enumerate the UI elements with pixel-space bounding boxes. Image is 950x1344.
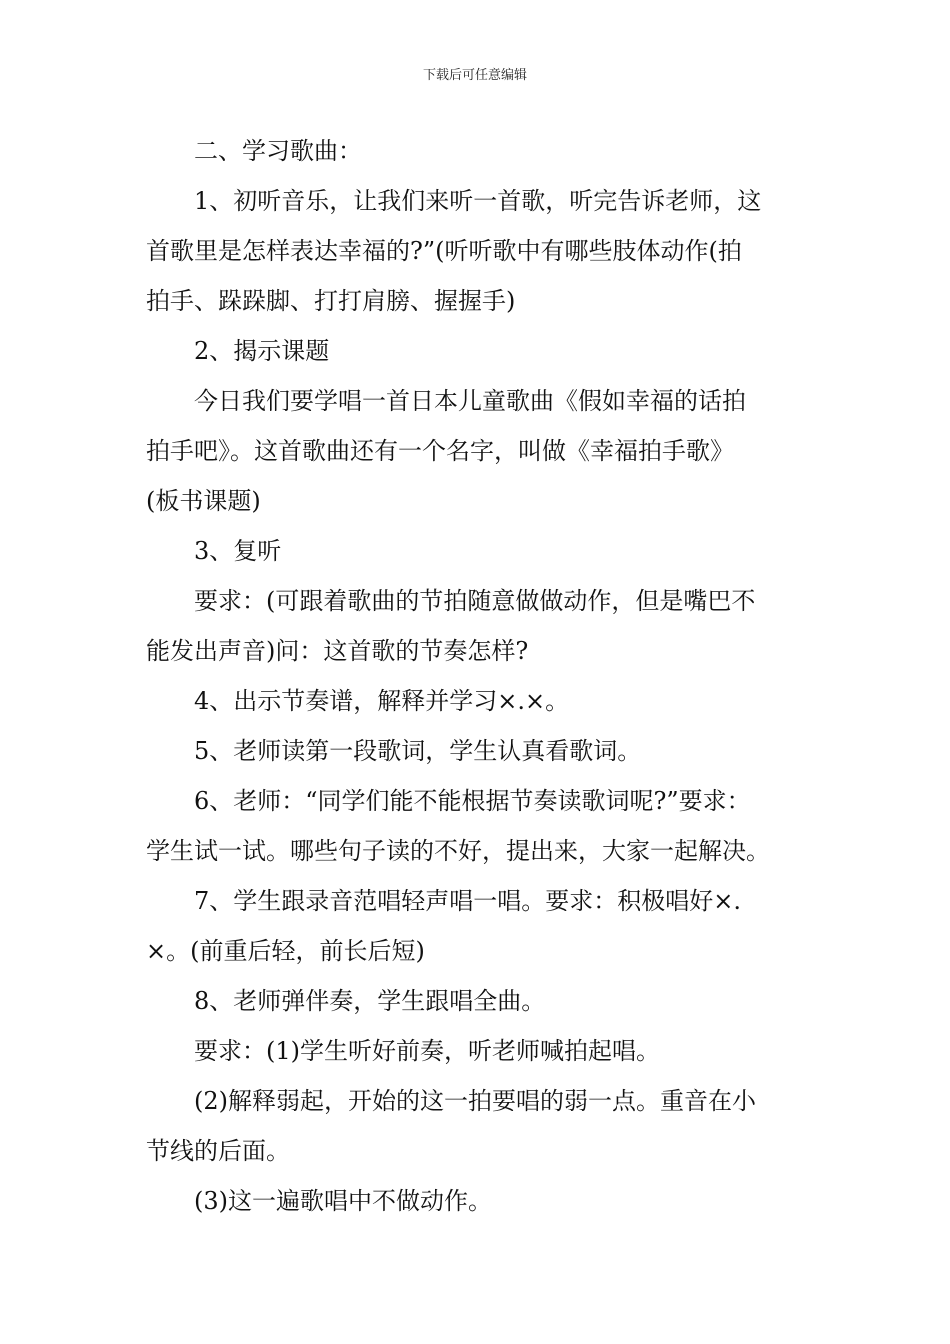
text-line: 首歌里是怎样表达幸福的?”(听听歌中有哪些肢体动作(拍 (146, 237, 742, 265)
text-line: 1、初听音乐，让我们来听一首歌，听完告诉老师，这 (194, 187, 762, 215)
text-line: ×。(前重后轻，前长后短) (146, 937, 425, 965)
paragraph-step-6 (146, 776, 812, 876)
text-line: 拍手吧》。这首歌曲还有一个名字，叫做《幸福拍手歌》 (146, 437, 734, 465)
text-line: (板书课题) (146, 487, 261, 515)
text-line: 6、老师：“同学们能不能根据节奏读歌词呢?”要求： (194, 787, 751, 815)
text-line: 节线的后面。 (146, 1137, 290, 1165)
text-line: 要求：(1)学生听好前奏，听老师喊拍起唱。 (194, 1037, 660, 1065)
text-line: 要求：(可跟着歌曲的节拍随意做做动作，但是嘴巴不 (194, 587, 756, 615)
text-line: 3、复听 (194, 537, 282, 565)
paragraph-step-7 (146, 876, 812, 976)
text-line: 4、出示节奏谱，解释并学习×.×。 (194, 687, 570, 715)
text-line: 拍手、跺跺脚、打打肩膀、握握手) (146, 287, 516, 315)
text-line: 二、学习歌曲： (194, 137, 362, 165)
paragraph-requirement-1 (146, 1026, 812, 1076)
paragraph-step-5 (146, 726, 812, 776)
text-line: (3)这一遍歌唱中不做动作。 (194, 1187, 492, 1215)
paragraph-step-8 (146, 976, 812, 1026)
paragraph-step-3-body (146, 576, 812, 676)
text-line: 2、揭示课题 (194, 337, 330, 365)
paragraph-step-1 (146, 176, 812, 326)
paragraph-section-title (146, 126, 812, 176)
paragraph-requirement-2 (146, 1076, 812, 1176)
text-line: 学生试一试。哪些句子读的不好，提出来，大家一起解决。 (146, 837, 770, 865)
text-line: (2)解释弱起，开始的这一拍要唱的弱一点。重音在小 (194, 1087, 756, 1115)
page-header: 下载后可任意编辑 (422, 68, 527, 83)
text-line: 能发出声音)问：这首歌的节奏怎样? (146, 637, 529, 665)
paragraph-requirement-3 (146, 1176, 812, 1226)
paragraph-step-3 (146, 526, 812, 576)
text-line: 7、学生跟录音范唱轻声唱一唱。要求：积极唱好×. (194, 887, 742, 915)
paragraph-step-4 (146, 676, 812, 726)
text-line: 5、老师读第一段歌词，学生认真看歌词。 (194, 737, 642, 765)
document-body (146, 126, 812, 1226)
paragraph-step-2 (146, 326, 812, 376)
paragraph-step-2-body (146, 376, 812, 526)
text-line: 8、老师弹伴奏，学生跟唱全曲。 (194, 987, 546, 1015)
text-line: 今日我们要学唱一首日本儿童歌曲《假如幸福的话拍 (194, 387, 746, 415)
